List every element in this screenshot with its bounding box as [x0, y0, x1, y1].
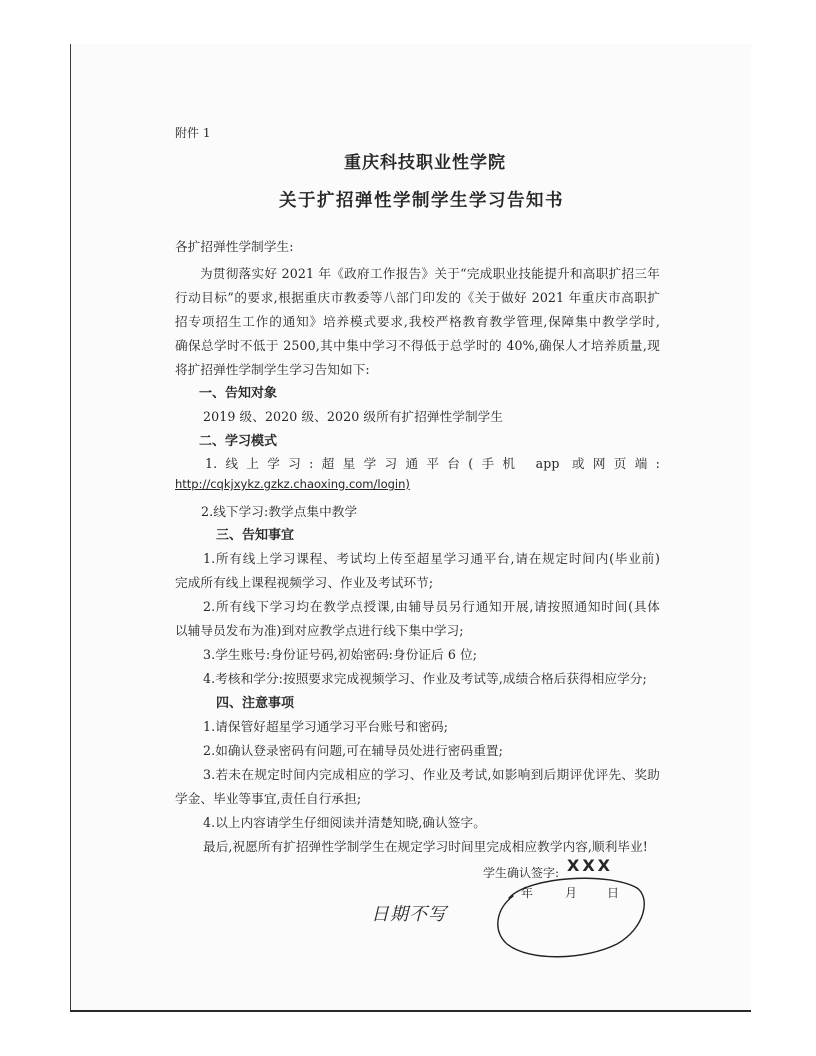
precaution-3-line-2: 学金、毕业等事宜,责任自行承担;: [175, 791, 362, 806]
document-title: 关于扩招弹性学制学生学习告知书: [279, 191, 564, 211]
handwritten-note: 日期不写: [371, 904, 447, 925]
intro-line-4: 确保总学时不低于 2500,其中集中学习不得低于总学时的 40%,确保人才培养质量,现: [175, 338, 660, 353]
salutation: 各扩招弹性学制学生:: [175, 239, 294, 254]
section-heading-notices: 三、告知事宜: [216, 528, 295, 543]
date-day-label: 日: [607, 886, 620, 900]
notice-2-line-1: 2.所有线下学习均在教学点授课,由辅导员另行通知开展,请按照通知时间(具体: [203, 599, 660, 614]
intro-line-5: 将扩招弹性学制学生学习告知如下:: [175, 362, 370, 377]
intro-line-2: 行动目标”的要求,根据重庆市教委等八部门印发的《关于做好 2021 年重庆市高职扩: [175, 290, 660, 305]
platform-url-link[interactable]: http://cqkjxykz.gzkz.chaoxing.com/login): [175, 477, 410, 491]
notice-4: 4.考核和学分:按照要求完成视频学习、作业及考试等,成绩合格后获得相应学分;: [203, 671, 647, 686]
online-study-line: 1.线上学习:超星学习通平台(手机 app 或网页端:: [205, 456, 660, 471]
date-year-label: 年: [521, 886, 534, 900]
attachment-label: 附件 1: [175, 126, 211, 140]
handwritten-circle-mark: [489, 870, 649, 962]
precaution-3-line-1: 3.若未在规定时间内完成相应的学习、作业及考试,如影响到后期评优评先、奖助: [203, 767, 660, 782]
audience-text: 2019 级、2020 级、2020 级所有扩招弹性学制学生: [203, 409, 504, 424]
date-month-label: 月: [565, 886, 578, 900]
document-title-school: 重庆科技职业性学院: [344, 153, 506, 173]
closing-remark: 最后,祝愿所有扩招弹性学制学生在规定学习时间里完成相应教学内容,顺利毕业!: [203, 839, 648, 854]
precaution-4: 4.以上内容请学生仔细阅读并清楚知晓,确认签字。: [203, 815, 486, 830]
intro-line-3: 招专项招生工作的通知》培养模式要求,我校严格教育教学管理,保障集中教学学时,: [175, 314, 660, 329]
student-signature-label: 学生确认签字:: [483, 866, 560, 880]
notice-3: 3.学生账号:身份证号码,初始密码:身份证后 6 位;: [203, 647, 478, 662]
section-heading-audience: 一、告知对象: [199, 386, 278, 401]
signature-mark: XXX: [567, 856, 614, 875]
offline-study-line: 2.线下学习:教学点集中教学: [201, 504, 358, 519]
section-heading-study-mode: 二、学习模式: [199, 434, 278, 449]
notice-1-line-1: 1.所有线上学习课程、考试均上传至超星学习通平台,请在规定时间内(毕业前): [203, 551, 660, 566]
intro-line-1: 为贯彻落实好 2021 年《政府工作报告》关于“完成职业技能提升和高职扩招三年: [200, 266, 660, 281]
notice-2-line-2: 以辅导员发布为准)到对应教学点进行线下集中学习;: [175, 623, 464, 638]
precaution-1: 1.请保管好超星学习通学习平台账号和密码;: [203, 719, 449, 734]
document-page: [70, 44, 751, 1012]
section-heading-precautions: 四、注意事项: [216, 696, 295, 711]
notice-1-line-2: 完成所有线上课程视频学习、作业及考试环节;: [175, 575, 434, 590]
precaution-2: 2.如确认登录密码有问题,可在辅导员处进行密码重置;: [203, 743, 503, 758]
